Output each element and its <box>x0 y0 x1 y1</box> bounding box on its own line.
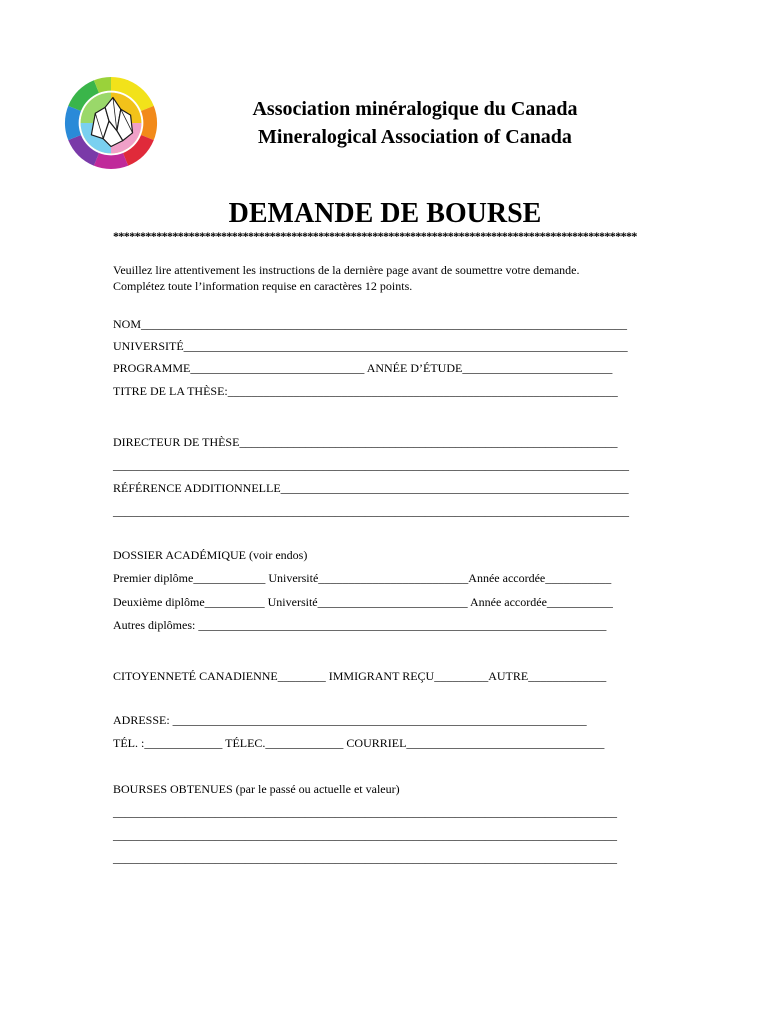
bourses-heading: BOURSES OBTENUES (par le passé ou actuelle et valeur) <box>113 782 400 796</box>
organization-header <box>180 95 650 151</box>
field-premier-diplome[interactable]: Premier diplôme____________ Université_________________________Année accordée___________ <box>113 571 612 585</box>
organization-name-en: Mineralogical Association of Canada <box>258 126 572 148</box>
field-nom[interactable]: NOM_________________________________________________________________________________ <box>113 317 628 331</box>
field-bourses-line-2[interactable]: ____________________________________________________________________________________ <box>113 828 617 842</box>
instructions-line-1: Veuillez lire attentivement les instructions de la dernière page avant de soumettre votre demande. <box>113 263 580 277</box>
separator-line: ************************************************************************************************* <box>113 229 637 243</box>
field-programme-annee[interactable]: PROGRAMME_____________________________ ANNÉE D’ÉTUDE_________________________ <box>113 361 613 375</box>
instructions-line-2: Complétez toute l’information requise en caractères 12 points. <box>113 279 413 293</box>
organization-name-fr: Association minéralogique du Canada <box>252 98 578 120</box>
field-bourses-line-1[interactable]: ____________________________________________________________________________________ <box>113 805 617 819</box>
field-reference-additionnelle[interactable]: RÉFÉRENCE ADDITIONNELLE__________________________________________________________ <box>113 481 629 495</box>
field-autres-diplomes[interactable]: Autres diplômes: ____________________________________________________________________ <box>113 618 607 632</box>
field-citoyennete[interactable]: CITOYENNETÉ CANADIENNE________ IMMIGRANT REÇU_________AUTRE_____________ <box>113 669 607 683</box>
field-titre-these[interactable]: TITRE DE LA THÈSE:_________________________________________________________________ <box>113 384 618 398</box>
field-tel-telec-courriel[interactable]: TÉL. :_____________ TÉLEC._____________ COURRIEL_________________________________ <box>113 736 605 750</box>
mac-logo-icon <box>62 74 160 172</box>
field-reference-line-2[interactable]: ______________________________________________________________________________________ <box>113 504 629 518</box>
academic-heading: DOSSIER ACADÉMIQUE (voir endos) <box>113 548 308 562</box>
field-directeur-these[interactable]: DIRECTEUR DE THÈSE_______________________________________________________________ <box>113 435 618 449</box>
field-universite[interactable]: UNIVERSITÉ__________________________________________________________________________ <box>113 339 628 353</box>
field-deuxieme-diplome[interactable]: Deuxième diplôme__________ Université_________________________ Année accordée___________ <box>113 595 613 609</box>
field-directeur-these-line-2[interactable]: ______________________________________________________________________________________ <box>113 458 629 472</box>
field-bourses-line-3[interactable]: ____________________________________________________________________________________ <box>113 851 617 865</box>
document-title: DEMANDE DE BOURSE <box>228 198 542 229</box>
field-adresse[interactable]: ADRESSE: _____________________________________________________________________ <box>113 713 587 727</box>
